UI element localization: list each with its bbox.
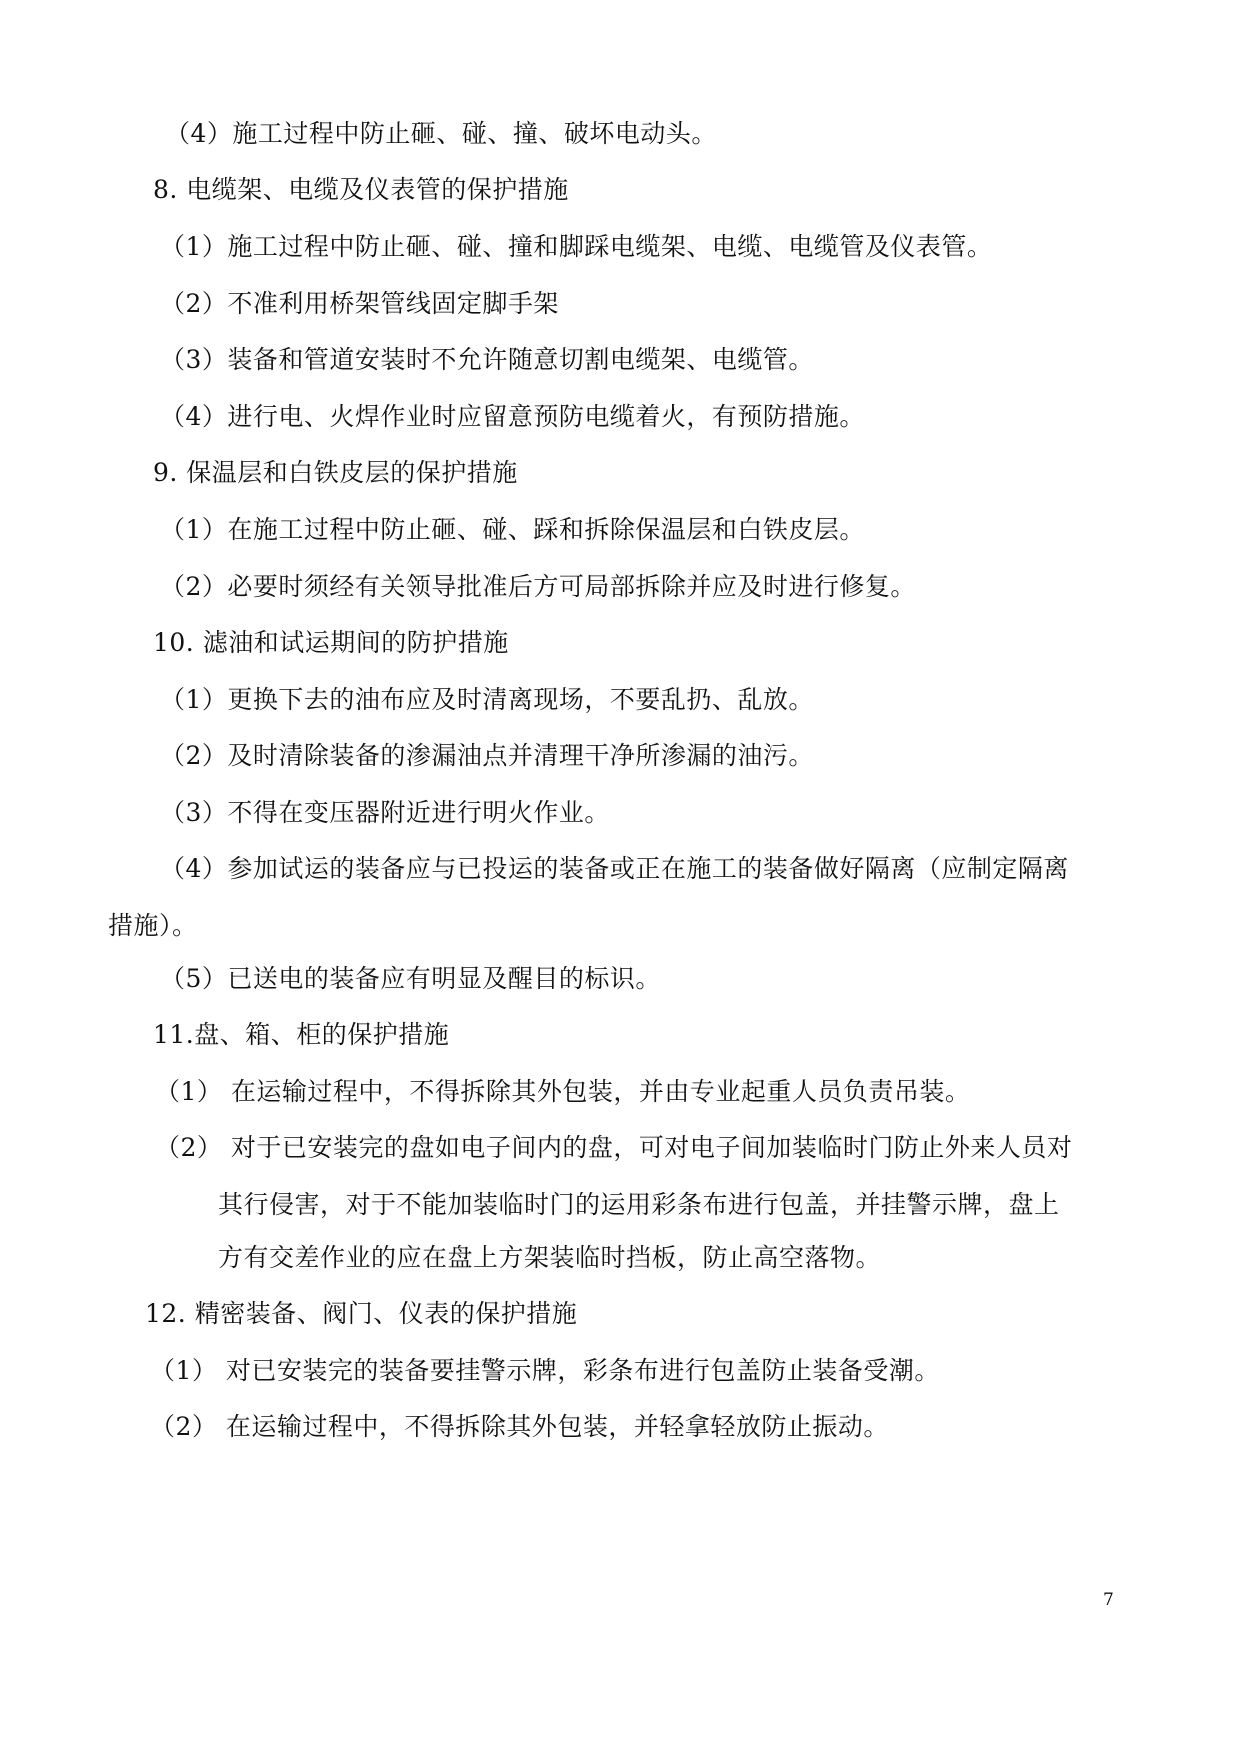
section-heading: 12. 精密装备、阀门、仪表的保护措施: [145, 1299, 578, 1328]
text-line: （2） 在运输过程中，不得拆除其外包装，并轻拿轻放防止振动。: [150, 1412, 889, 1441]
section-heading: 10. 滤油和试运期间的防护措施: [153, 628, 509, 657]
section-heading: 8. 电缆架、电缆及仪表管的保护措施: [153, 175, 569, 204]
section-heading: 9. 保温层和白铁皮层的保护措施: [153, 458, 518, 487]
section-heading: 11.盘、箱、柜的保护措施: [153, 1020, 450, 1049]
text-line: （2）及时清除装备的渗漏油点并清理干净所渗漏的油污。: [160, 741, 814, 770]
text-line: （2）不准利用桥架管线固定脚手架: [160, 289, 559, 318]
text-line: （3）不得在变压器附近进行明火作业。: [160, 798, 610, 827]
text-line: （1）更换下去的油布应及时清离现场，不要乱扔、乱放。: [160, 685, 814, 714]
text-line: （4）施工过程中防止砸、碰、撞、破坏电动头。: [165, 119, 717, 148]
text-line: （4）参加试运的装备应与已投运的装备或正在施工的装备做好隔离（应制定隔离: [160, 854, 1069, 883]
page-number: 7: [1103, 1590, 1114, 1610]
text-line: （1）施工过程中防止砸、碰、撞和脚踩电缆架、电缆、电缆管及仪表管。: [160, 232, 993, 261]
text-line: （4）进行电、火焊作业时应留意预防电缆着火，有预防措施。: [160, 402, 865, 431]
text-line: （5）已送电的装备应有明显及醒目的标识。: [160, 964, 661, 993]
text-line-continuation: 其行侵害，对于不能加装临时门的运用彩条布进行包盖，并挂警示牌，盘上: [218, 1190, 1060, 1219]
text-line: （2） 对于已安装完的盘如电子间内的盘，可对电子间加装临时门防止外来人员对: [155, 1133, 1073, 1162]
text-line: （2）必要时须经有关领导批准后方可局部拆除并应及时进行修复。: [160, 572, 916, 601]
text-line-continuation: 措施）。: [108, 911, 198, 940]
text-line: （1）在施工过程中防止砸、碰、踩和拆除保温层和白铁皮层。: [160, 515, 865, 544]
text-line: （3）装备和管道安装时不允许随意切割电缆架、电缆管。: [160, 345, 814, 374]
text-line: （1） 在运输过程中，不得拆除其外包装，并由专业起重人员负责吊装。: [155, 1077, 971, 1106]
text-line-continuation: 方有交差作业的应在盘上方架装临时挡板，防止高空落物。: [218, 1243, 882, 1272]
text-line: （1） 对已安装完的装备要挂警示牌，彩条布进行包盖防止装备受潮。: [150, 1356, 940, 1385]
